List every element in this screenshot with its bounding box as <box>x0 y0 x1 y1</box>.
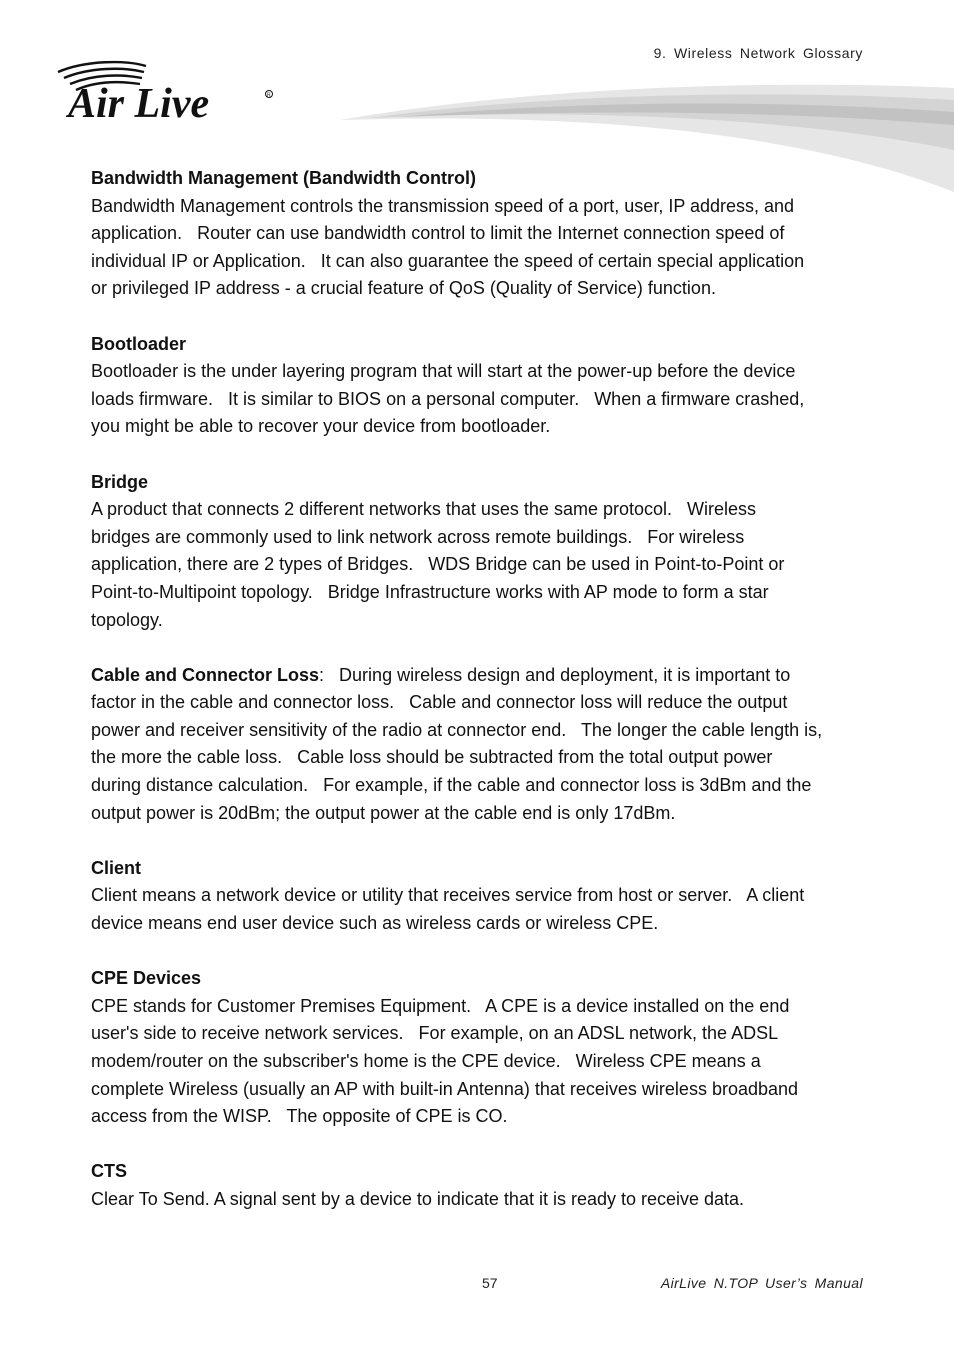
glossary-content <box>91 165 881 1241</box>
airlive-logo-graphic <box>56 58 286 128</box>
page-number: 57 <box>482 1275 498 1291</box>
term-definition: CPE stands for Customer Premises Equipment. A CPE is a device installed on the end user's side to receive network services. For example, on an ADSL network, the ADSL modem/router on the subscriber's home is the CPE device. Wireless CPE means a complete Wireless (usually an AP with built-in Antenna) that receives wireless broadband access from the WISP. The opposite of CPE is CO. <box>91 995 799 1127</box>
term-heading: CTS <box>91 1161 127 1182</box>
svg-text:R: R <box>267 92 271 99</box>
glossary-entry-client <box>91 855 881 938</box>
manual-title: AirLive N.TOP User’s Manual <box>660 1275 863 1291</box>
airlive-logo <box>56 58 286 128</box>
glossary-entry-cts <box>91 1158 881 1213</box>
term-definition: Client means a network device or utility that receives service from host or server. A client device means end user device such as wireless cards or wireless CPE. <box>91 885 805 934</box>
term-definition: Clear To Send. A signal sent by a device to indicate that it is ready to receive data. <box>91 1188 745 1209</box>
glossary-entry-bootloader <box>91 331 881 441</box>
glossary-entry-cpe-devices <box>91 965 881 1131</box>
term-definition: Bootloader is the under layering program that will start at the power-up before the device loads firmware. It is similar to BIOS on a personal computer. When a firmware crashed, you might be able to recover your device from bootloader. <box>91 361 805 437</box>
section-title: 9. Wireless Network Glossary <box>653 45 863 61</box>
term-heading: Bandwidth Management (Bandwidth Control) <box>91 168 476 188</box>
term-heading: Cable and Connector Loss <box>91 664 320 685</box>
term-definition: A product that connects 2 different networks that uses the same protocol. Wireless bridges are commonly used to link network across remote buildings. For wireless application, there are 2 types of Bridges. WDS Bridge can be used in Point-to-Point or Point-to-Multipoint topology. Bridge Infrastructure works with AP mode to form a star topology. <box>91 499 785 630</box>
term-heading: Bootloader <box>91 333 187 354</box>
term-heading: Client <box>91 857 142 878</box>
term-definition: : During wireless design and deployment, it is important to factor in the cable and connector loss. Cable and connector loss will reduce the output power and receiver sensitivity of the radio at connector end. The longer the cable length is, the more the cable loss. Cable loss should be subtracted from the total output power during distance calculation. For example, if the cable and connector loss is 3dBm and the output power is 20dBm; the output power at the cable end is only 17dBm. <box>91 664 823 823</box>
glossary-entry-bridge <box>91 469 881 635</box>
term-heading: CPE Devices <box>91 968 202 989</box>
term-heading: Bridge <box>91 471 149 492</box>
glossary-entry-cable-connector-loss <box>91 662 881 828</box>
glossary-entry-bandwidth-management <box>91 165 881 303</box>
term-definition: Bandwidth Management controls the transmission speed of a port, user, IP address, and application. Router can use bandwidth control to limit the Internet connection speed of individual IP or Application. It can also guarantee the speed of certain special application or privileged IP address - a crucial feature of QoS (Quality of Service) function. <box>91 195 805 299</box>
svg-text:Air Live: Air Live <box>68 81 210 127</box>
